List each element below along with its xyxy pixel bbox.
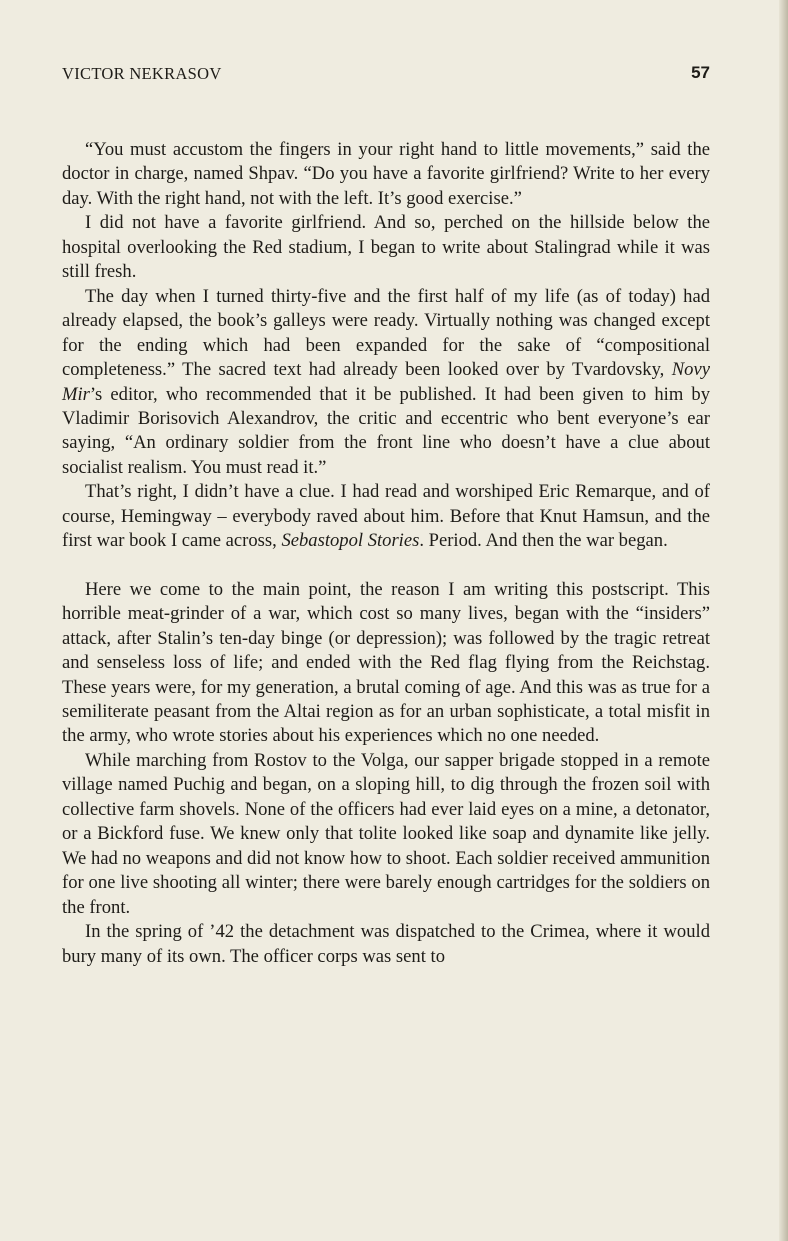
page-edge	[779, 0, 788, 1241]
running-head-author: VICTOR NEKRASOV	[62, 64, 222, 83]
paragraph-text: That’s right, I didn’t have a clue. I had read and worshiped Eric Remarque, and of course, Hemingway – everybody raved about him. Before that Knut Hamsun, and the first war book I came across,	[62, 481, 710, 552]
page-number: 57	[691, 63, 710, 82]
paragraph-text: ’s editor, who recommended that it be published. It had been given to him by Vladimir Borisovich Alexandrov, the critic and eccentric who bent everyone’s ear saying, “An ordinary soldier from the front line who doesn’t have a clue about socialist realism. You must read it.”	[62, 383, 710, 478]
paragraph: “You must accustom the fingers in your right hand to little movements,” said the doctor in charge, named Shpav. “Do you have a favorite girlfriend? Write to her every day. With the right hand, not with the left. It’s good exercise.”	[62, 139, 710, 209]
italic-title: Sebastopol Stories	[281, 530, 420, 552]
paragraph: In the spring of ’42 the detachment was dispatched to the Crimea, where it would bury many of its own. The officer corps was sent to	[62, 921, 710, 967]
paragraph: I did not have a favorite girlfriend. And so, perched on the hillside below the hospital overlooking the Red stadium, I began to write about Stalingrad while it was still fresh.	[62, 212, 710, 283]
running-head	[62, 64, 710, 84]
paragraph	[62, 285, 710, 481]
body-text	[62, 138, 710, 969]
section-break	[62, 554, 710, 578]
paragraph: Here we come to the main point, the reason I am writing this postscript. This horrible meat-grinder of a war, which cost so many lives, began with the “insiders” attack, after Stalin’s ten-day binge (or depression); was followed by the tragic retreat and senseless loss of life; and ended with the Red flag flying from the Reichstag. These years were, for my generation, a brutal coming of age. And this was as true for a semiliterate peasant from the Altai region as for an urban sophisticate, a total misfit in the army, who wrote stories about his experiences which no one needed.	[62, 578, 710, 747]
italic-title: Novy Mir	[62, 359, 710, 405]
paragraph	[62, 480, 710, 553]
paragraph-text: . Period. And then the war began.	[419, 530, 668, 552]
paragraph-text: The day when I turned thirty-five and the first half of my life (as of today) had already elapsed, the book’s galleys were ready. Virtually nothing was changed except for the ending which had been expanded for the sake of “compositional completeness.” The sacred text had already been looked over by Tvardovsky,	[62, 285, 710, 381]
paragraph: While marching from Rostov to the Volga, our sapper brigade stopped in a remote village named Puchig and began, on a sloping hill, to dig through the frozen soil with collective farm shovels. None of the officers had ever laid eyes on a mine, a detonator, or a Bickford fuse. We knew only that tolite looked like soap and dynamite like jelly. We had no weapons and did not know how to shoot. Each soldier received ammunition for one live shooting all winter; there were barely enough cartridges for the soldiers on the front.	[62, 749, 710, 918]
